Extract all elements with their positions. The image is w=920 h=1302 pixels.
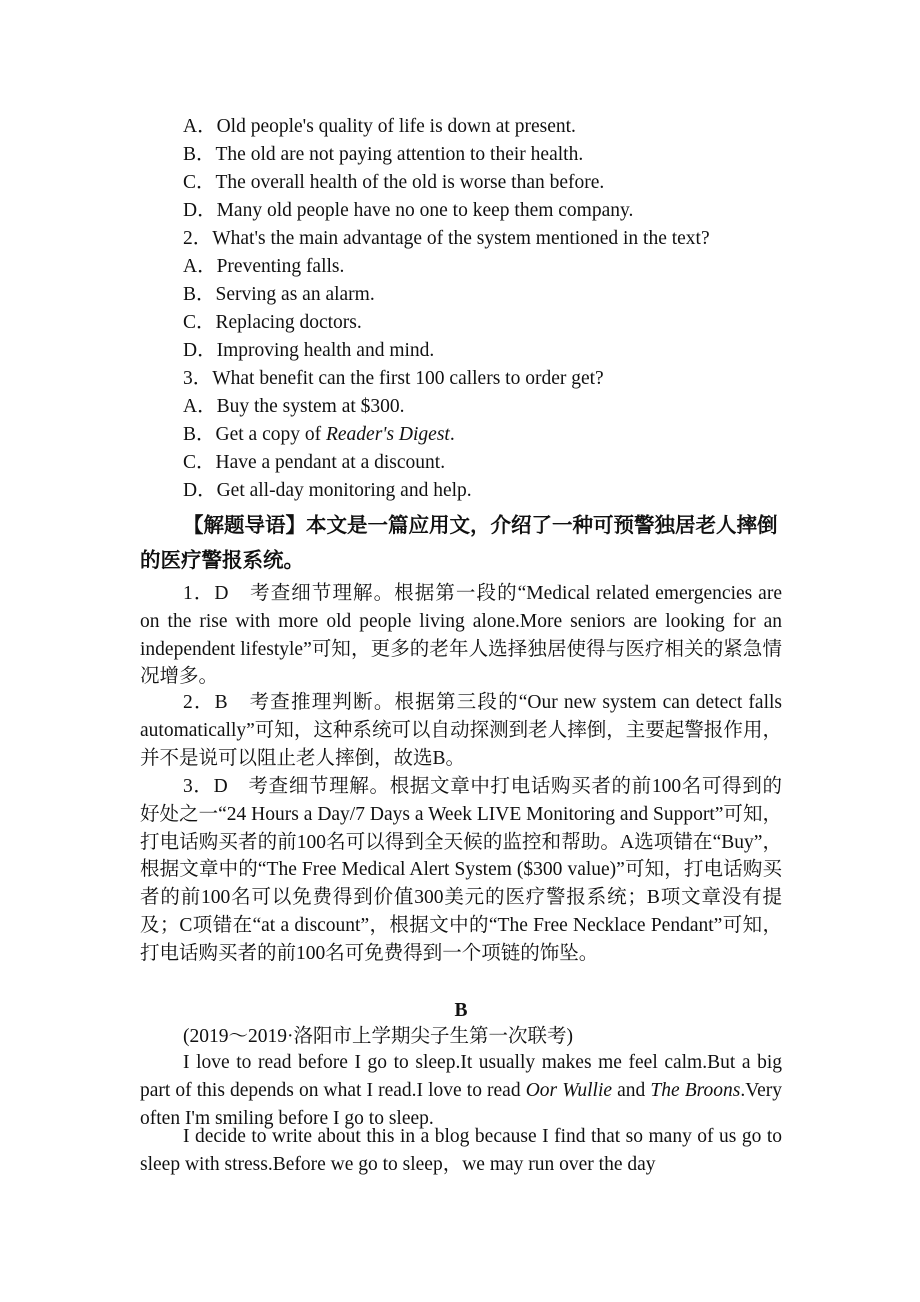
- p1-text-b: .Very often I'm smiling before I go to sleep.: [140, 1079, 783, 1129]
- solution-guide: 【解题导语】本文是一篇应用文，介绍了一种可预警独居老人摔倒的医疗警报系统。: [140, 513, 778, 572]
- q3-option-d: D．Get all-day monitoring and help.: [183, 480, 472, 501]
- q3-option-b: [183, 421, 455, 449]
- p1-title-the-broons: The Broons: [650, 1079, 741, 1101]
- answer-3: 3．D 考查细节理解。根据文章中打电话购买者的前100名可得到的好处之一“24 Hours a Day/7 Days a Week LIVE Monitoring and Support”可知，打电话购买者的前100名可以得到全天候的监控和帮助。A选项错在“Buy”，根据文章中的“The Free Medical Alert System ($300 value)”可知，打电话购买者的前100名可以免费得到价值300美元的医疗警报系统；B项文章没有提及；C项错在“at a discount”，根据文中的“The Free Necklace Pendant”可知，打电话购买者的前100名可免费得到一个项链的饰坠。: [140, 776, 782, 964]
- answer-1: 1．D 考查细节理解。根据第一段的“Medical related emergencies are on the rise with more old people living alone.More seniors are looking for an independent lifestyle”可知，更多的老年人选择独居使得与医疗相关的紧急情况增多。: [140, 583, 782, 688]
- p1-and: and: [612, 1079, 651, 1101]
- q3-question: 3．What benefit can the first 100 callers to order get?: [183, 368, 604, 389]
- p1-title-oor-wullie: Oor Wullie: [525, 1079, 613, 1101]
- q2-option-d: D．Improving health and mind.: [183, 340, 435, 361]
- q1-option-a: A．Old people's quality of life is down at present.: [183, 116, 576, 137]
- passage-paragraph-1: [140, 1049, 782, 1132]
- q3-option-b-prefix: B．Get a copy of: [183, 424, 326, 445]
- q2-option-a: A．Preventing falls.: [183, 256, 345, 277]
- answer-2: 2．B 考查推理判断。根据第三段的“Our new system can detect falls automatically”可知，这种系统可以自动探测到老人摔倒，主要起警报作用，并不是说可以阻止老人摔倒，故选B。: [140, 692, 782, 769]
- q3-option-b-suffix: .: [449, 424, 455, 445]
- q1-option-c: C．The overall health of the old is worse than before.: [183, 172, 605, 193]
- q3-option-a: A．Buy the system at $300.: [183, 396, 405, 417]
- q1-option-b: B．The old are not paying attention to their health.: [183, 144, 584, 165]
- q1-option-d: D．Many old people have no one to keep them company.: [183, 200, 634, 221]
- q2-option-b: B．Serving as an alarm.: [183, 284, 375, 305]
- section-label: B: [454, 1000, 468, 1021]
- q3-option-c: C．Have a pendant at a discount.: [183, 452, 446, 473]
- q3-option-b-title: Reader's Digest: [325, 424, 450, 445]
- q2-question: 2．What's the main advantage of the system mentioned in the text?: [183, 228, 710, 249]
- q2-option-c: C．Replacing doctors.: [183, 312, 362, 333]
- passage-paragraph-2: I decide to write about this in a blog because I find that so many of us go to sleep with stress.Before we go to sleep，we may run over the day: [140, 1126, 782, 1175]
- p1-text-a: I love to read before I go to sleep.It usually makes me feel calm.But a big part of this depends on what I read.I love to read: [140, 1052, 782, 1101]
- passage-source: (2019～2019·洛阳市上学期尖子生第一次联考): [183, 1026, 573, 1047]
